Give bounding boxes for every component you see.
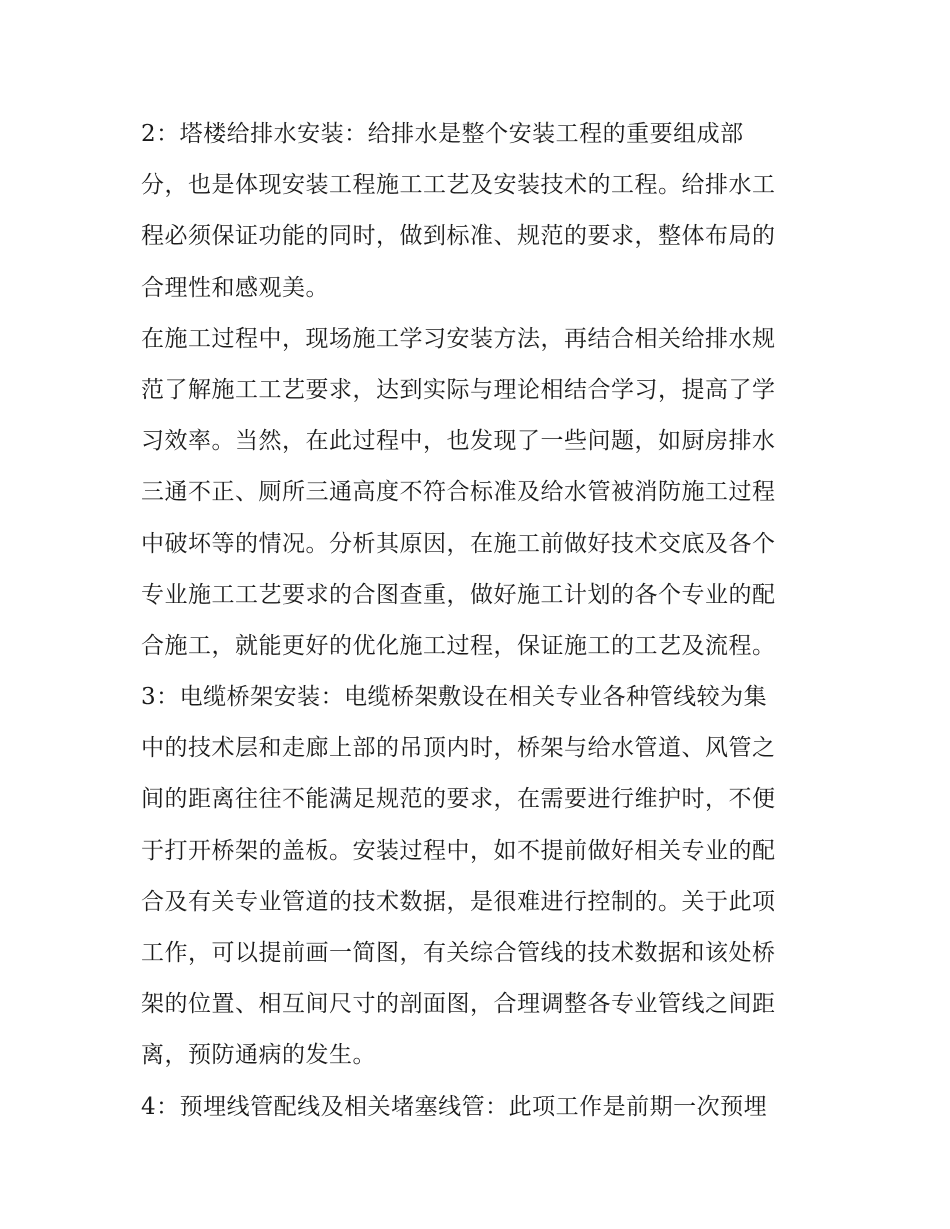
text-line: 工作，可以提前画一简图，有关综合管线的技术数据和该处桥: [141, 940, 776, 966]
text-line: 合施工，就能更好的优化施工过程，保证施工的工艺及流程。: [141, 632, 776, 659]
text-line: 3：电缆桥架安装：电缆桥架敷设在相关专业各种管线较为集: [141, 684, 768, 711]
document-body: [141, 109, 821, 1133]
text-line: 中的技术层和走廊上部的吊顶内时，桥架与给水管道、风管之: [141, 735, 776, 762]
text-line: 4：预埋线管配线及相关堵塞线管：此项工作是前期一次预埋: [141, 1093, 768, 1120]
text-line: 在施工过程中，现场施工学习安装方法，再结合相关给排水规: [141, 325, 776, 352]
text-line: 分，也是体现安装工程施工工艺及安装技术的工程。给排水工: [141, 172, 776, 199]
text-line: 程必须保证功能的同时，做到标准、规范的要求，整体布局的: [141, 223, 776, 250]
text-line: 2：塔楼给排水安装：给排水是整个安装工程的重要组成部: [141, 121, 744, 147]
text-line: 专业施工工艺要求的合图查重，做好施工计划的各个专业的配: [141, 581, 776, 608]
text-line: 合理性和感观美。: [141, 274, 329, 301]
text-line: 范了解施工工艺要求，达到实际与理论相结合学习，提高了学: [141, 376, 776, 403]
text-line: 离，预防通病的发生。: [141, 1042, 376, 1069]
text-line: 架的位置、相互间尺寸的剖面图，合理调整各专业管线之间距: [141, 991, 776, 1018]
text-line: 于打开桥架的盖板。安装过程中，如不提前做好相关专业的配: [141, 837, 776, 864]
text-line: 中破坏等的情况。分析其原因，在施工前做好技术交底及各个: [141, 530, 776, 557]
text-line: 三通不正、厕所三通高度不符合标准及给水管被消防施工过程: [141, 479, 776, 506]
text-line: 合及有关专业管道的技术数据，是很难进行控制的。关于此项: [141, 888, 776, 915]
text-line: 间的距离往往不能满足规范的要求，在需要进行维护时，不便: [141, 786, 776, 813]
text-line: 习效率。当然，在此过程中，也发现了一些问题，如厨房排水: [141, 428, 776, 455]
